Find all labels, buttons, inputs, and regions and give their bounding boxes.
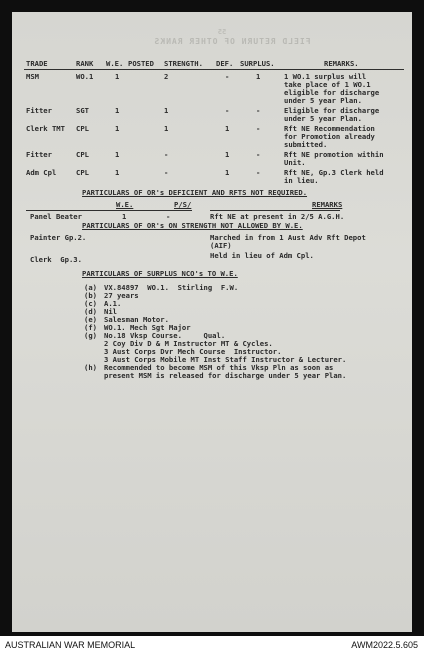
row-trade: Fitter <box>26 106 52 115</box>
row-posted: 1 <box>164 124 169 133</box>
deficient-we: 1 <box>122 212 127 221</box>
row-we: 1 <box>115 72 120 81</box>
list-item-text: WO.1. Mech Sgt Major <box>104 323 191 332</box>
row-posted: - <box>164 150 169 159</box>
list-item-text: VX.84897 WO.1. Stirling F.W. <box>104 283 239 292</box>
document-page <box>12 12 412 632</box>
row-remark-line: under 5 year Plan. <box>284 114 362 123</box>
row-trade: Adm Cpl <box>26 168 57 177</box>
not-allowed-remark-line: Held in lieu of Adm Cpl. <box>210 251 314 260</box>
row-posted: 2 <box>164 72 169 81</box>
list-item-key: (d) <box>84 307 97 316</box>
row-remark-line: Unit. <box>284 158 306 167</box>
row-we: 1 <box>115 124 120 133</box>
list-item-key: (b) <box>84 291 97 300</box>
deficient-ps: - <box>166 212 171 221</box>
deficient-title: PARTICULARS OF OR's DEFICIENT AND RFTS NOT REQUIRED. <box>82 188 308 197</box>
deficient-rule <box>210 210 340 211</box>
row-remark-line: take place of 1 WO.1 <box>284 80 371 89</box>
deficient-rule <box>26 210 192 211</box>
footer-bar <box>0 636 424 653</box>
row-def: 1 <box>225 124 230 133</box>
header-surplus: SURPLUS. <box>240 59 275 68</box>
row-remark-line: for Promotion already <box>284 132 375 141</box>
deficient-col-ps: P/S/ <box>174 200 192 209</box>
row-trade: Clerk TMT <box>26 124 65 133</box>
row-we: 1 <box>115 168 120 177</box>
row-surplus: - <box>256 168 261 177</box>
row-surplus: 1 <box>256 72 261 81</box>
list-item-key: (g) <box>84 331 97 340</box>
row-trade: MSM <box>26 72 39 81</box>
row-def: - <box>225 106 230 115</box>
row-posted: - <box>164 168 169 177</box>
surplus-nco-title: PARTICULARS OF SURPLUS NCO's TO W.E. <box>82 269 238 278</box>
not-allowed-trade: Painter Gp.2. <box>30 233 87 242</box>
list-item-key: (a) <box>84 283 97 292</box>
row-surplus: - <box>256 150 261 159</box>
header-trade: TRADE <box>26 59 48 68</box>
row-remark-line: submitted. <box>284 140 328 149</box>
list-item-text: 3 Aust Corps Mobile MT Inst Staff Instructor & Lecturer. <box>104 355 347 364</box>
header-def: DEF. <box>216 59 234 68</box>
not-allowed-title: PARTICULARS OF OR's ON STRENGTH NOT ALLOWED BY W.E. <box>82 221 303 230</box>
row-surplus: - <box>256 124 261 133</box>
ghost-number: 55 <box>217 28 227 36</box>
row-remark-line: Rft NE Recommendation <box>284 124 375 133</box>
header-posted: POSTED <box>128 59 154 68</box>
header-remarks: REMARKS. <box>324 59 359 68</box>
header-strength: STRENGTH. <box>164 59 203 68</box>
row-def: 1 <box>225 150 230 159</box>
list-item-text: No.18 Vksp Course. Qual. <box>104 331 226 340</box>
row-remark-line: Rft NE promotion within <box>284 150 384 159</box>
not-allowed-trade: Clerk Gp.3. <box>30 255 82 264</box>
header-rule <box>24 69 404 70</box>
list-item-key: (f) <box>84 323 97 332</box>
row-rank: SGT <box>76 106 89 115</box>
list-item-text: Nil <box>104 307 117 316</box>
deficient-col-remarks: REMARKS <box>312 200 343 209</box>
row-def: 1 <box>225 168 230 177</box>
deficient-col-we: W.E. <box>116 200 134 209</box>
deficient-trade: Panel Beater <box>30 212 82 221</box>
list-item-key: (h) <box>84 363 97 372</box>
list-item-text: 27 years <box>104 291 139 300</box>
row-remark-line: in lieu. <box>284 176 319 185</box>
header-we: W.E. <box>106 59 124 68</box>
row-remark-line: under 5 year Plan. <box>284 96 362 105</box>
list-item-key: (c) <box>84 299 97 308</box>
row-remark-line: eligible for discharge <box>284 88 380 97</box>
row-posted: 1 <box>164 106 169 115</box>
row-remark-line: 1 WO.1 surplus will <box>284 72 367 81</box>
list-item-text: Recommended to become MSM of this Vksp Pln as soon as <box>104 363 334 372</box>
list-item-text: A.1. <box>104 299 122 308</box>
not-allowed-remark-line: Marched in from 1 Aust Adv Rft Depot <box>210 233 366 242</box>
row-rank: CPL <box>76 168 89 177</box>
ghost-title: FIELD RETURN OF OTHER RANKS <box>153 37 311 46</box>
list-item-text: present MSM is released for discharge under 5 year Plan. <box>104 371 347 380</box>
row-rank: CPL <box>76 150 89 159</box>
header-rank: RANK <box>76 59 94 68</box>
list-item-text: Salesman Motor. <box>104 315 169 324</box>
row-remark-line: Eligible for discharge <box>284 106 380 115</box>
row-def: - <box>225 72 230 81</box>
row-rank: CPL <box>76 124 89 133</box>
footer-source: AUSTRALIAN WAR MEMORIAL <box>5 640 136 650</box>
row-remark-line: Rft NE, Gp.3 Clerk held <box>284 168 384 177</box>
list-item-text: 3 Aust Corps Dvr Mech Course Instructor. <box>104 347 282 356</box>
row-surplus: - <box>256 106 261 115</box>
row-we: 1 <box>115 150 120 159</box>
not-allowed-remark-line: (AIF) <box>210 241 232 250</box>
row-rank: WO.1 <box>76 72 94 81</box>
row-we: 1 <box>115 106 120 115</box>
list-item-text: 2 Coy Div D & M Instructor MT & Cycles. <box>104 339 273 348</box>
list-item-key: (e) <box>84 315 97 324</box>
deficient-remarks: Rft NE at present in 2/5 A.G.H. <box>210 212 345 221</box>
footer-accession-number: AWM2022.5.605 <box>351 640 418 650</box>
row-trade: Fitter <box>26 150 52 159</box>
